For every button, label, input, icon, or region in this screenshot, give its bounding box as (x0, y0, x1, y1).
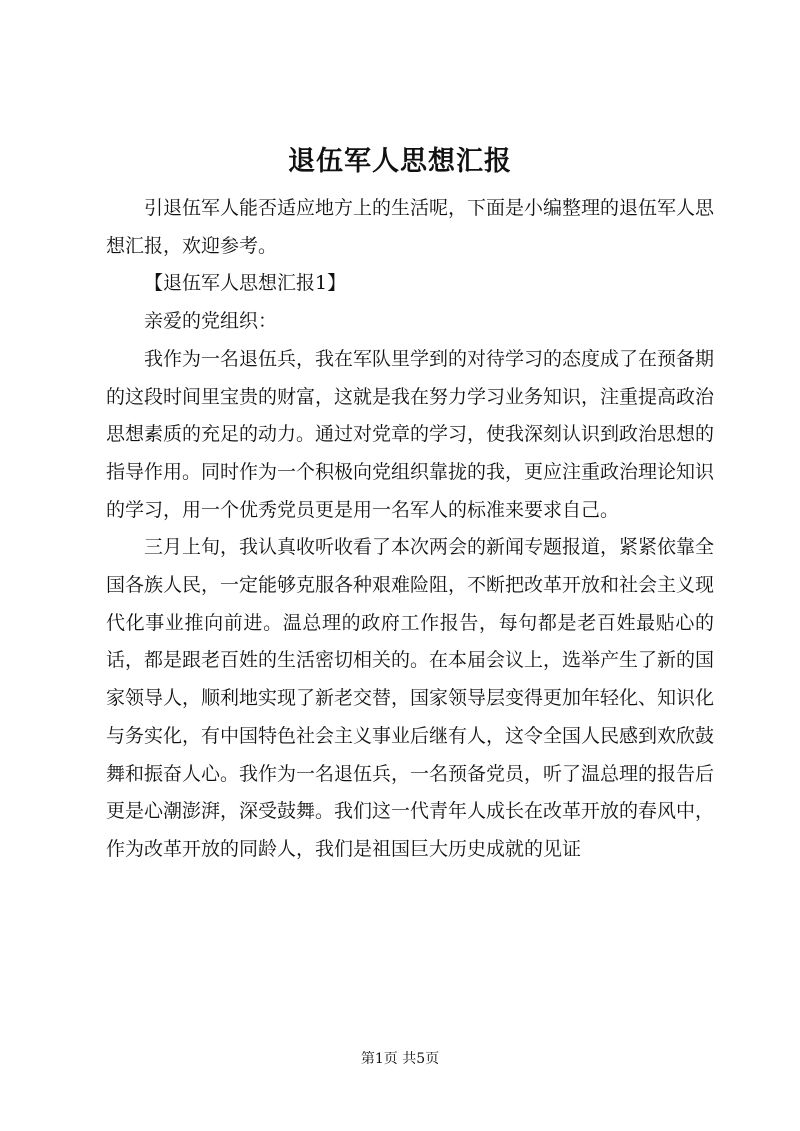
paragraph-intro: 引退伍军人能否适应地方上的生活呢，下面是小编整理的退伍军人思想汇报，欢迎参考。 (106, 197, 715, 257)
paragraph-body-2: 三月上旬，我认真收听收看了本次两会的新闻专题报道，紧紧依靠全国各族人民，一定能够克服各种艰难险阻，不断把改革开放和社会主义现代化事业推向前进。温总理的政府工作报告，每句都是老百姓最贴心的话，都是跟老百姓的生活密切相关的。在本届会议上，选举产生了新的国家领导人，顺利地实现了新老交替，国家领导层变得更加年轻化、知识化与务实化，有中国特色社会主义事业后继有人，这令全国人民感到欢欣鼓舞和振奋人心。我作为一名退伍兵，一名预备党员，听了温总理的报告后更是心潮澎湃，深受鼓舞。我们这一代青年人成长在改革开放的春风中，作为改革开放的同龄人，我们是祖国巨大历史成就的见证 (106, 536, 715, 860)
page-footer: 第1页 共5页 (360, 1051, 440, 1067)
paragraph-body-1: 我作为一名退伍兵，我在军队里学到的对待学习的态度成了在预备期的这段时间里宝贵的财富，这就是我在努力学习业务知识，注重提高政治思想素质的充足的动力。通过对党章的学习，使我深刻认识到政治思想的指导作用。同时作为一个积极向党组织靠拢的我，更应注重政治理论知识的学习，用一个优秀党员更是用一名军人的标准来要求自己。 (106, 347, 715, 521)
paragraph-section-heading: 【退伍军人思想汇报1】 (144, 272, 347, 295)
document-body (106, 190, 714, 869)
paragraph-salutation: 亲爱的党组织： (144, 310, 278, 333)
document-title: 退伍军人思想汇报 (288, 146, 512, 177)
